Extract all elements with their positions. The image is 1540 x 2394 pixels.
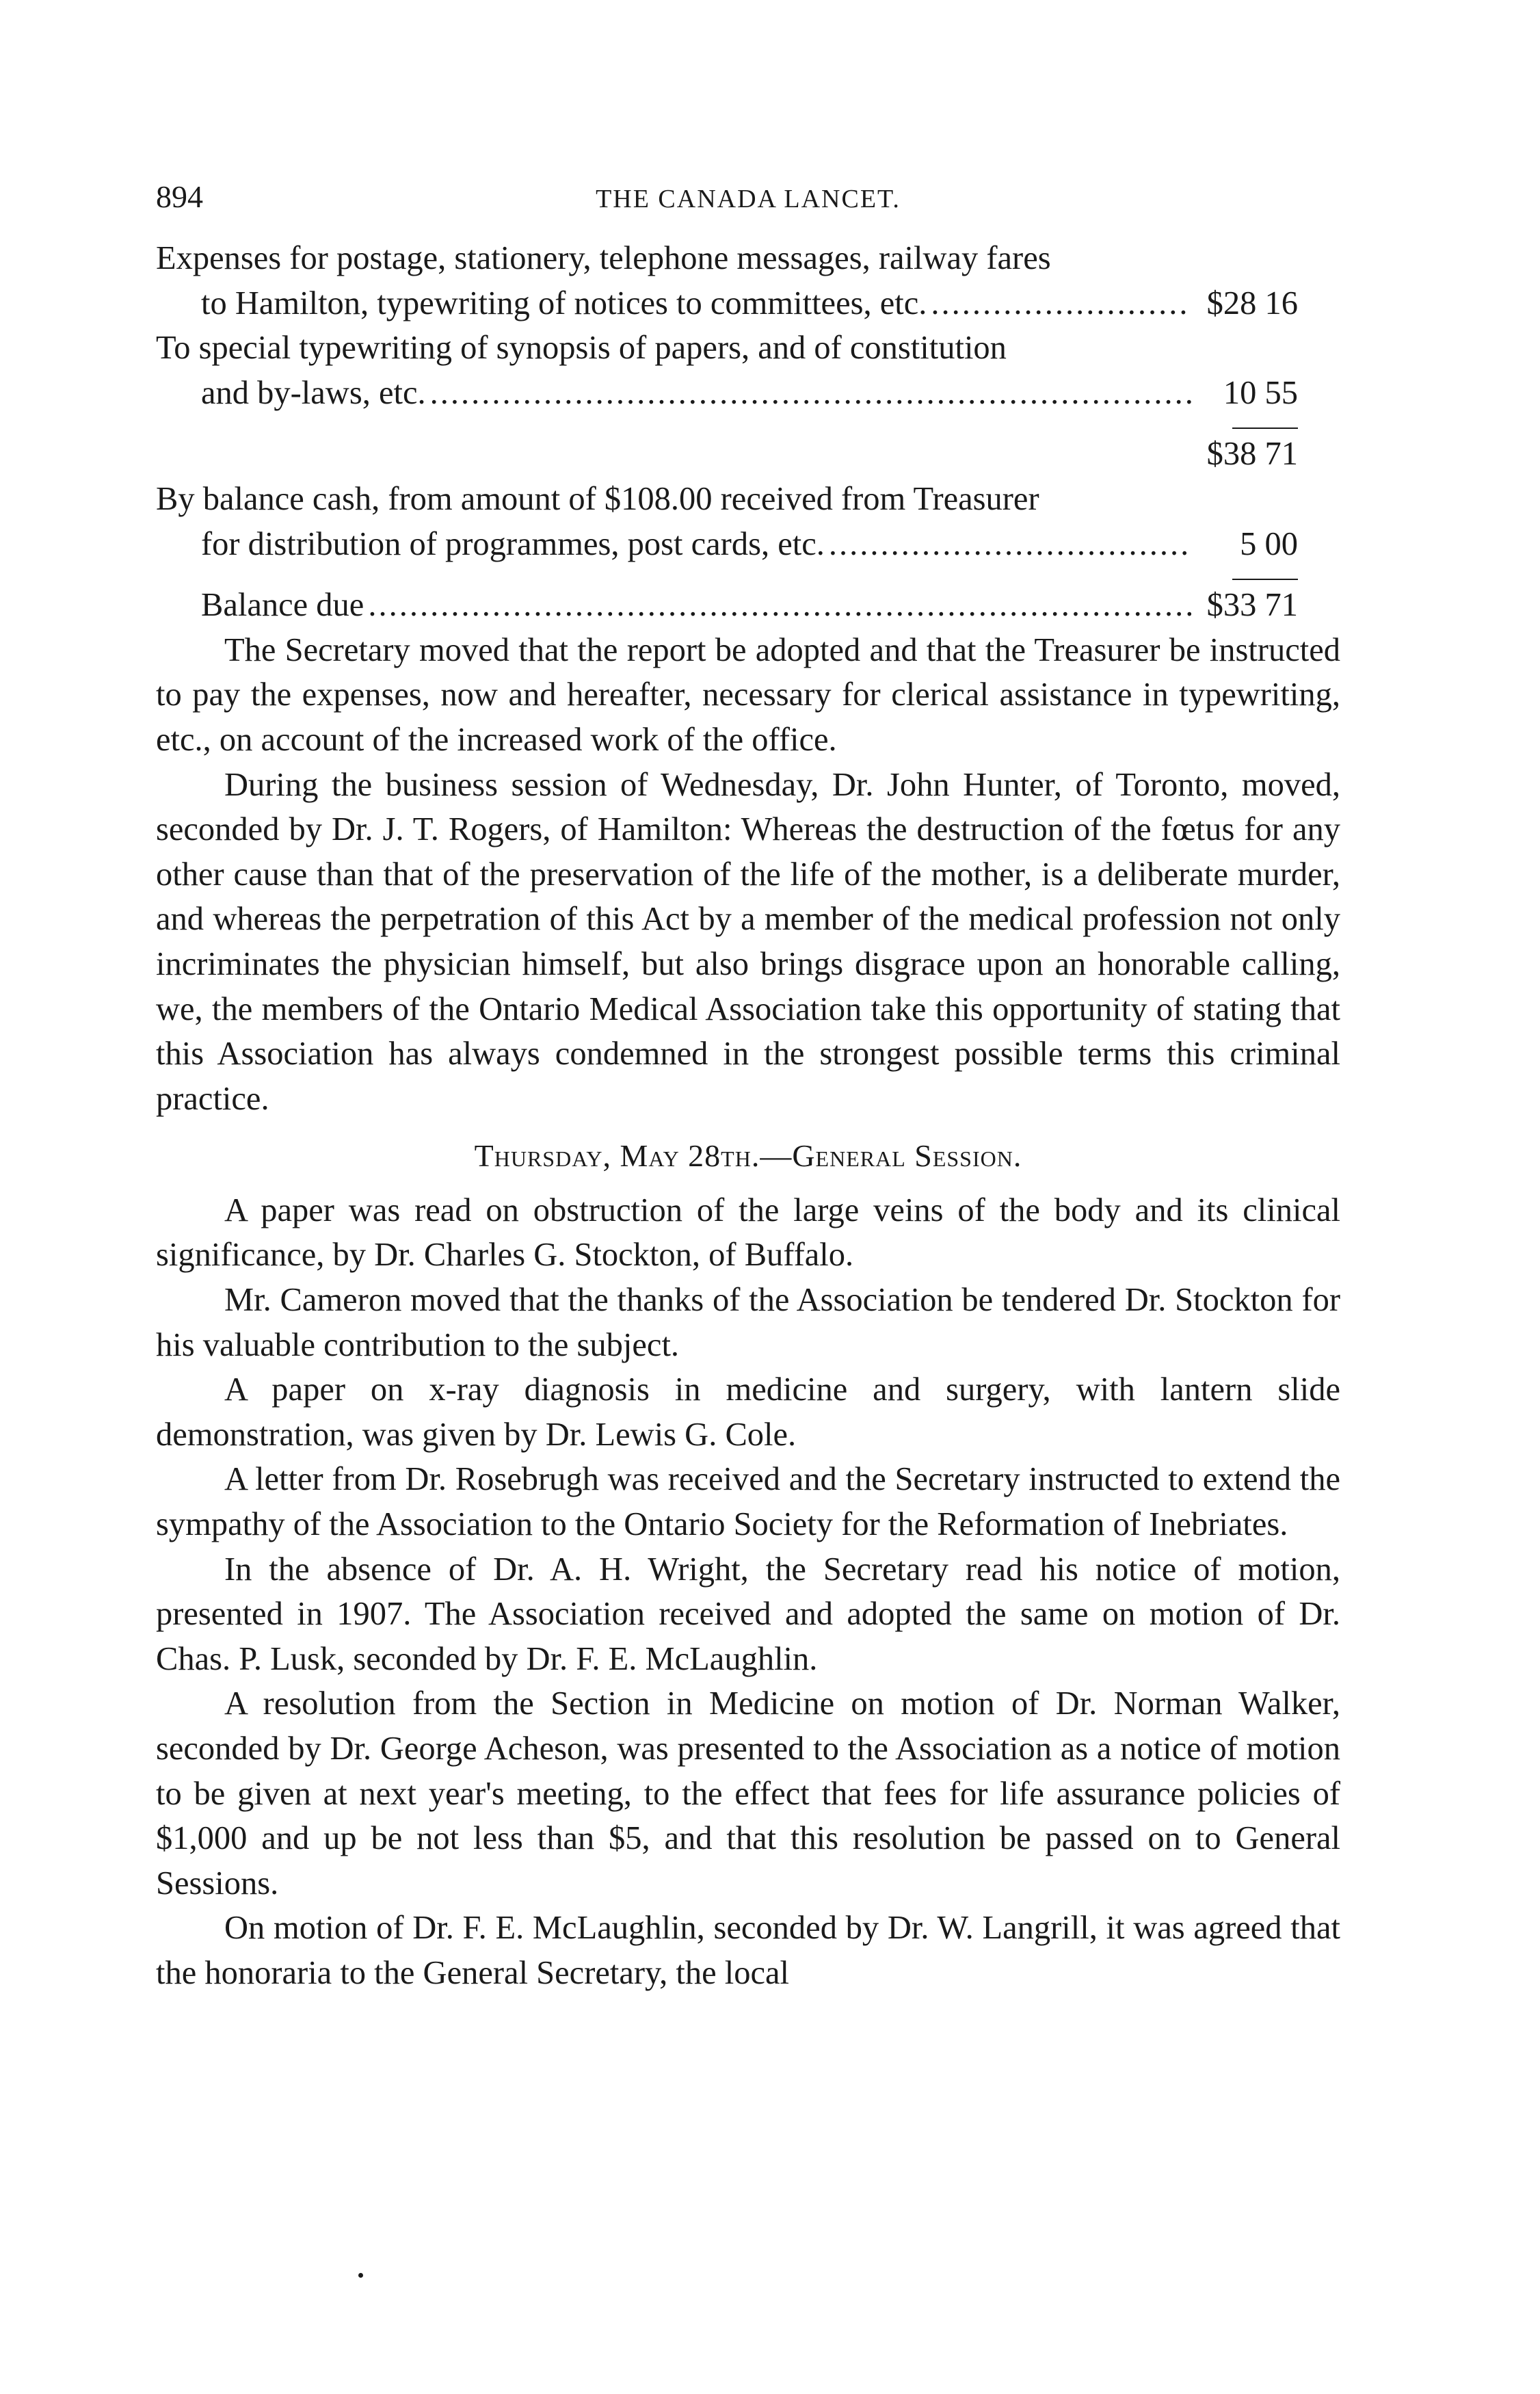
document-page [156,174,1340,1996]
section-heading: Thursday, May 28th.—General Session. [474,1138,1022,1174]
account-line [156,432,1340,477]
page-number: 894 [156,179,203,214]
page-header [156,174,1340,236]
account-subtotal: $38 71 [1206,436,1298,473]
body-paragraph: During the business session of Wednesday, Dr. John Hunter, of Toronto, moved, seconded by Dr. J. T. Rogers, of Hamilton: Whereas the destruction of the fœtus for any other cause than that of the preservation of the life of the mother, is a deliberate murder, and whereas the perpetration of this Act by a member of the medical profession not only incriminates the physician himself, but also brings disgrace upon an honorable calling, we, the members of the Ontario Medical Association take this opportunity of stating that this Association has always condemned in the strongest possible terms this criminal practice. [156,766,1340,1117]
account-amount: 5 00 [1240,525,1298,562]
dot-leader [829,522,1191,567]
body-paragraph: A paper was read on obstruction of the large veins of the body and its clinical significance, by Dr. Charles G. Stockton, of Buffalo. [156,1192,1340,1274]
body-paragraph: A letter from Dr. Rosebrugh was received and the Secretary instructed to extend the sympathy of the Association to the Ontario Society for the Reformation of Inebriates. [156,1461,1340,1543]
account-item-text: Expenses for postage, stationery, telephone messages, railway fares [156,240,1051,276]
sum-rule [1232,579,1298,580]
account-item-text: for distribution of programmes, post cards, etc. [201,525,825,562]
page-speck [358,2273,363,2278]
running-title: THE CANADA LANCET. [596,185,901,213]
accounts-statement [156,236,1340,628]
body-paragraph: In the absence of Dr. A. H. Wright, the Secretary read his notice of motion, presented in 1907. The Association received and adopted the same on motion of Dr. Chas. P. Lusk, seconded by Dr. F. E. McLaughlin. [156,1551,1340,1677]
body-paragraph: On motion of Dr. F. E. McLaughlin, seconded by Dr. W. Langrill, it was agreed that the honoraria to the General Secretary, the local [156,1910,1340,1991]
balance-amount: $33 71 [1206,587,1298,624]
dot-leader [368,583,1191,628]
account-line [156,477,1340,522]
account-item-text: to Hamilton, typewriting of notices to committees, etc. [201,285,927,321]
body-paragraph: A paper on x-ray diagnosis in medicine and surgery, with lantern slide demonstration, was given by Dr. Lewis G. Cole. [156,1371,1340,1453]
account-amount: $28 16 [1206,285,1298,321]
sum-rule [1232,428,1298,429]
account-item-text: By balance cash, from amount of $108.00 received from Treasurer [156,480,1039,517]
account-item-text: To special typewriting of synopsis of papers, and of constitution [156,330,1007,367]
account-item-text: and by-laws, etc. [201,374,426,411]
account-line [156,583,1340,628]
account-line [156,281,1340,326]
dot-leader [430,371,1191,416]
body-paragraph: A resolution from the Section in Medicine on motion of Dr. Norman Walker, seconded by Dr. George Acheson, was presented to the Association as a notice of motion to be given at next year's meeting, to the effect that fees for life assurance policies of $1,000 and up be not less than $5, and that this resolution be passed on to General Sessions. [156,1685,1340,1902]
account-line [156,371,1340,416]
account-line [156,522,1340,567]
account-line [156,326,1340,371]
account-line [156,236,1340,281]
dot-leader [931,281,1191,326]
body-paragraph: Mr. Cameron moved that the thanks of the Association be tendered Dr. Stockton for his valuable contribution to the subject. [156,1282,1340,1363]
body-paragraph: The Secretary moved that the report be adopted and that the Treasurer be instructed to pay the expenses, now and hereafter, necessary for clerical assistance in typewriting, etc., on account of the increased work of the office. [156,631,1340,758]
balance-label: Balance due [201,587,364,624]
account-amount: 10 55 [1223,374,1298,411]
